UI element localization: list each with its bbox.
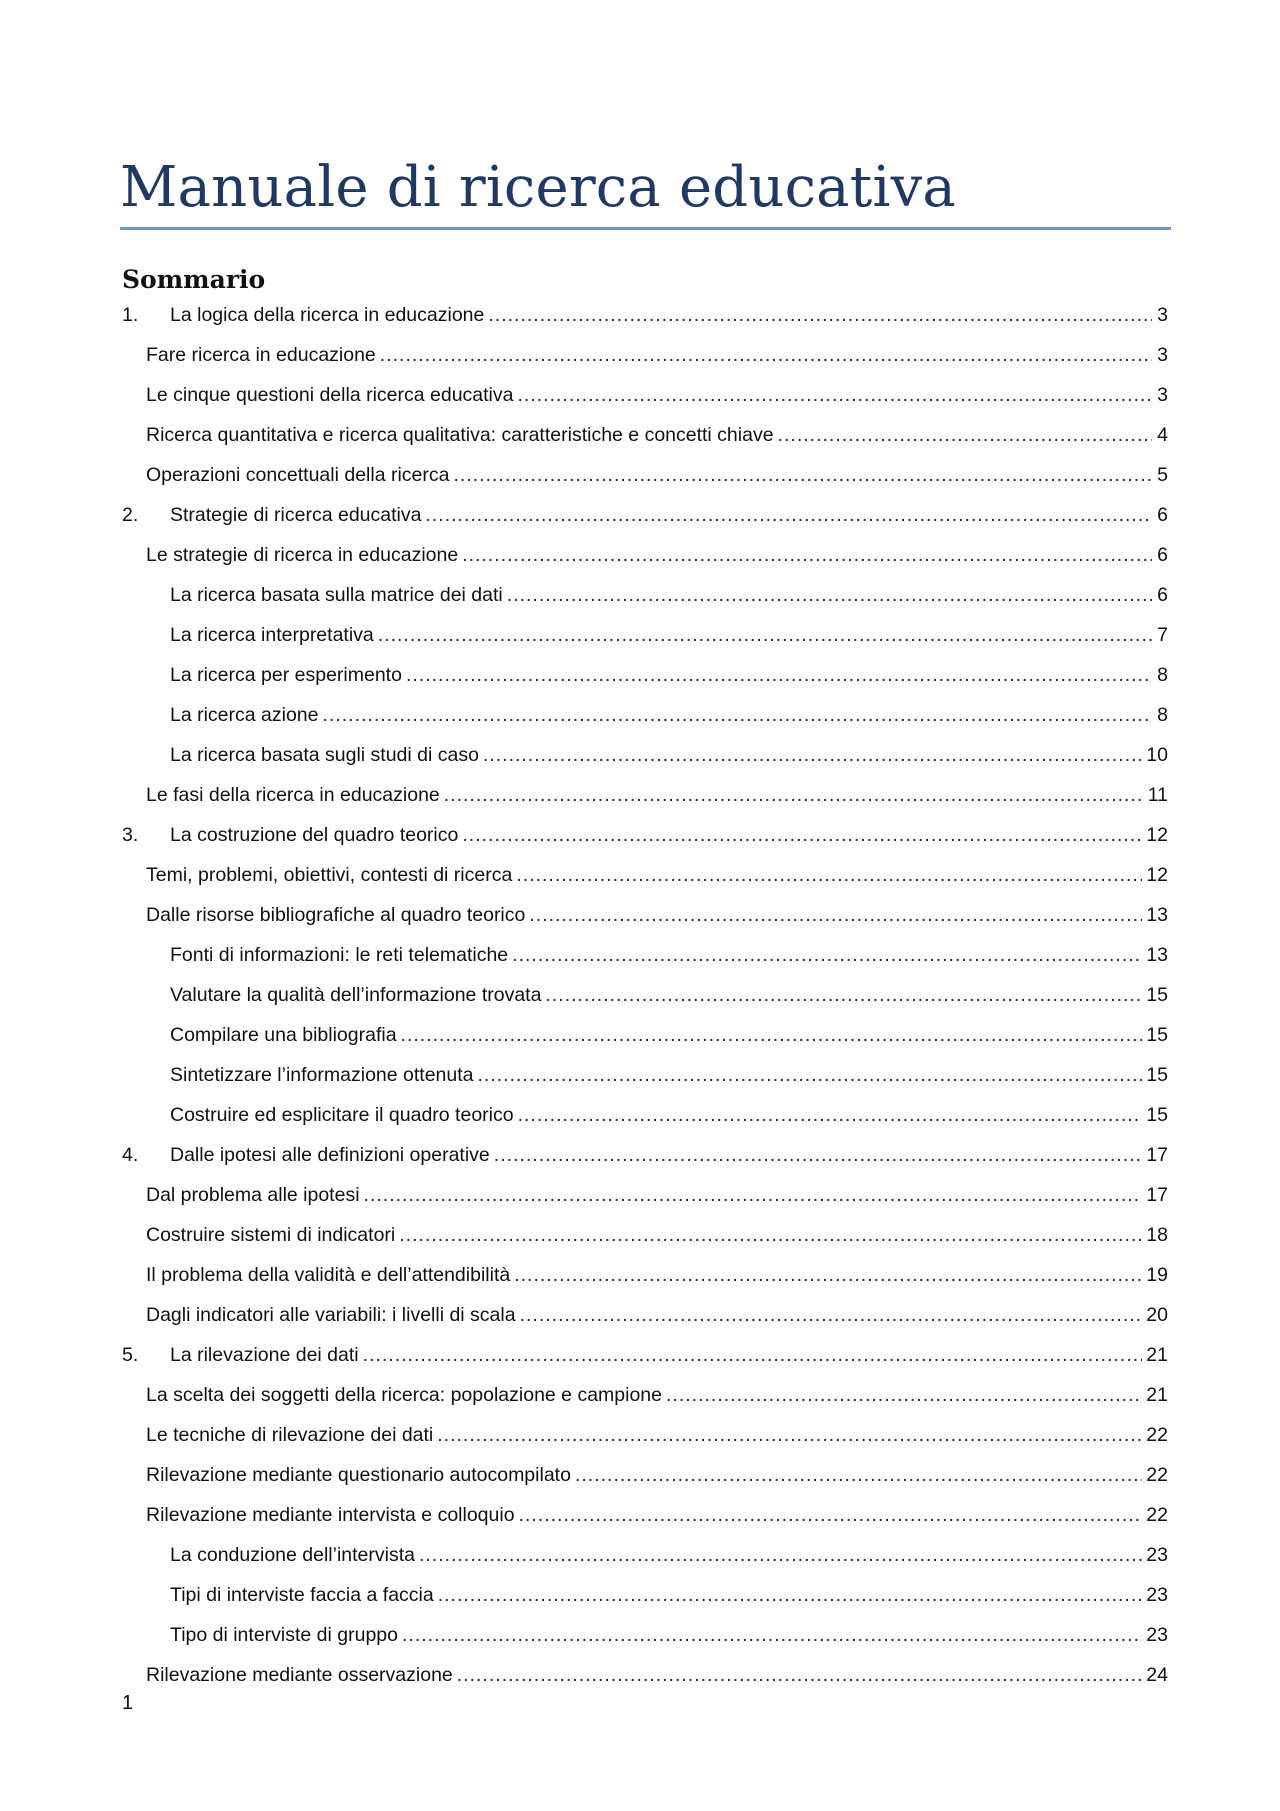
toc-dot-leader — [399, 1215, 1142, 1255]
toc-entry-title: La rilevazione dei dati — [170, 1344, 359, 1366]
toc-entry-title: Sintetizzare l’informazione ottenuta — [170, 1064, 474, 1086]
toc-entry-page: 13 — [1146, 904, 1168, 926]
toc-entry-page: 17 — [1146, 1144, 1168, 1166]
toc-entry[interactable] — [146, 1295, 1168, 1335]
toc-entry-title: Rilevazione mediante questionario autocompilato — [146, 1464, 571, 1486]
toc-dot-leader — [575, 1455, 1142, 1495]
toc-dot-leader — [529, 895, 1142, 935]
toc-dot-leader — [512, 935, 1142, 975]
toc-entry-page: 19 — [1146, 1264, 1168, 1286]
toc-entry-page: 21 — [1146, 1384, 1168, 1406]
toc-entry[interactable] — [170, 695, 1168, 735]
toc-entry-page: 11 — [1147, 784, 1168, 806]
toc-entry[interactable] — [146, 775, 1168, 815]
page-number: 1 — [122, 1692, 134, 1714]
toc-entry[interactable] — [146, 415, 1168, 455]
toc-entry-page: 15 — [1146, 1064, 1168, 1086]
toc-entry-title: Tipo di interviste di gruppo — [170, 1624, 398, 1646]
toc-entry-title: Ricerca quantitativa e ricerca qualitativa: caratteristiche e concetti chiave — [146, 424, 774, 446]
toc-entry[interactable] — [170, 1575, 1168, 1615]
toc-dot-leader — [380, 335, 1152, 375]
toc-entry[interactable] — [122, 495, 1168, 535]
toc-entry-page: 22 — [1146, 1424, 1168, 1446]
toc-entry[interactable] — [170, 975, 1168, 1015]
toc-entry-title: Le strategie di ricerca in educazione — [146, 544, 459, 566]
toc-entry-page: 3 — [1157, 344, 1168, 366]
toc-dot-leader — [406, 655, 1152, 695]
toc-entry-title: Valutare la qualità dell’informazione trovata — [170, 984, 542, 1006]
toc-entry-page: 24 — [1146, 1664, 1168, 1686]
toc-entry-title: Rilevazione mediante intervista e colloquio — [146, 1504, 515, 1526]
toc-entry-title: Le fasi della ricerca in educazione — [146, 784, 440, 806]
toc-entry[interactable] — [170, 655, 1168, 695]
toc-entry-title: La costruzione del quadro teorico — [170, 824, 459, 846]
toc-entry-title: Rilevazione mediante osservazione — [146, 1664, 453, 1686]
toc-dot-leader — [444, 775, 1144, 815]
toc-entry-title: Costruire ed esplicitare il quadro teorico — [170, 1104, 514, 1126]
toc-entry-title: La ricerca azione — [170, 704, 319, 726]
toc-dot-leader — [437, 1415, 1142, 1455]
toc-dot-leader — [520, 1295, 1143, 1335]
toc-dot-leader — [778, 415, 1152, 455]
toc-entry-page: 21 — [1146, 1344, 1168, 1366]
toc-entry-page: 15 — [1146, 984, 1168, 1006]
toc-entry[interactable] — [170, 615, 1168, 655]
toc-entry-title: Il problema della validità e dell’attendibilità — [146, 1264, 511, 1286]
toc-entry[interactable] — [146, 1375, 1168, 1415]
toc-dot-leader — [323, 695, 1153, 735]
toc-dot-leader — [514, 1255, 1142, 1295]
toc-entry[interactable] — [146, 1415, 1168, 1455]
toc-dot-leader — [494, 1135, 1143, 1175]
toc-entry-page: 3 — [1157, 304, 1168, 326]
toc-entry-title: Compilare una bibliografia — [170, 1024, 397, 1046]
toc-entry[interactable] — [122, 1335, 1168, 1375]
toc-dot-leader — [545, 975, 1142, 1015]
toc-entry[interactable] — [122, 1135, 1168, 1175]
toc-entry-page: 20 — [1146, 1304, 1168, 1326]
toc-entry-page: 12 — [1146, 864, 1168, 886]
toc-dot-leader — [457, 1655, 1143, 1695]
toc-entry-title: Dagli indicatori alle variabili: i livelli di scala — [146, 1304, 516, 1326]
toc-dot-leader — [438, 1575, 1143, 1615]
toc-entry-number: 2. — [122, 504, 139, 526]
toc-entry-number: 3. — [122, 824, 139, 846]
toc-entry[interactable] — [146, 1255, 1168, 1295]
toc-entry-page: 7 — [1157, 624, 1168, 646]
toc-entry[interactable] — [146, 535, 1168, 575]
toc-entry-title: Strategie di ricerca educativa — [170, 504, 422, 526]
toc-entry-page: 6 — [1157, 544, 1168, 566]
toc-entry[interactable] — [146, 1495, 1168, 1535]
toc-entry[interactable] — [146, 855, 1168, 895]
toc-entry-page: 17 — [1146, 1184, 1168, 1206]
toc-dot-leader — [419, 1535, 1142, 1575]
document-title: Manuale di ricerca educativa — [120, 155, 957, 220]
toc-dot-leader — [462, 815, 1142, 855]
toc-entry-title: La ricerca interpretativa — [170, 624, 374, 646]
toc-entry-page: 15 — [1146, 1104, 1168, 1126]
toc-entry-number: 4. — [122, 1144, 139, 1166]
toc-entry[interactable] — [170, 575, 1168, 615]
toc-dot-leader — [425, 495, 1152, 535]
toc-entry-title: La conduzione dell’intervista — [170, 1544, 415, 1566]
toc-dot-leader — [401, 1015, 1143, 1055]
toc-entry-number: 5. — [122, 1344, 139, 1366]
toc-entry-page: 3 — [1157, 384, 1168, 406]
toc-dot-leader — [517, 375, 1152, 415]
toc-entry-page: 10 — [1146, 744, 1168, 766]
toc-entry-title: Fare ricerca in educazione — [146, 344, 376, 366]
toc-entry-title: La logica della ricerca in educazione — [170, 304, 485, 326]
toc-entry[interactable] — [146, 455, 1168, 495]
toc-entry-number: 1. — [122, 304, 139, 326]
toc-dot-leader — [507, 575, 1152, 615]
toc-entry-page: 8 — [1157, 704, 1168, 726]
toc-dot-leader — [462, 535, 1152, 575]
toc-entry-title: Dalle risorse bibliografiche al quadro teorico — [146, 904, 526, 926]
toc-entry-page: 23 — [1146, 1624, 1168, 1646]
toc-dot-leader — [518, 1095, 1143, 1135]
toc-entry[interactable] — [170, 1615, 1168, 1655]
toc-entry[interactable] — [170, 1535, 1168, 1575]
toc-dot-leader — [402, 1615, 1142, 1655]
toc-dot-leader — [516, 855, 1142, 895]
toc-entry-page: 5 — [1157, 464, 1168, 486]
toc-entry-page: 6 — [1157, 584, 1168, 606]
toc-entry-title: Operazioni concettuali della ricerca — [146, 464, 450, 486]
toc-entry[interactable] — [122, 295, 1168, 335]
toc-dot-leader — [519, 1495, 1143, 1535]
toc-entry-page: 6 — [1157, 504, 1168, 526]
toc-entry-title: Temi, problemi, obiettivi, contesti di ricerca — [146, 864, 513, 886]
toc-entry-title: La scelta dei soggetti della ricerca: popolazione e campione — [146, 1384, 662, 1406]
toc-entry-page: 22 — [1146, 1504, 1168, 1526]
toc-entry-page: 15 — [1146, 1024, 1168, 1046]
toc-dot-leader — [488, 295, 1152, 335]
toc-entry-page: 8 — [1157, 664, 1168, 686]
toc-entry[interactable] — [146, 335, 1168, 375]
toc-entry-title: Dalle ipotesi alle definizioni operative — [170, 1144, 490, 1166]
toc-entry-title: Le tecniche di rilevazione dei dati — [146, 1424, 434, 1446]
toc-entry[interactable] — [146, 1655, 1168, 1695]
toc-entry-title: Dal problema alle ipotesi — [146, 1184, 360, 1206]
toc-entry-title: La ricerca basata sulla matrice dei dati — [170, 584, 503, 606]
toc-dot-leader — [378, 615, 1152, 655]
toc-dot-leader — [364, 1175, 1143, 1215]
toc-dot-leader — [478, 1055, 1143, 1095]
toc-entry-page: 18 — [1146, 1224, 1168, 1246]
toc-entry[interactable] — [122, 815, 1168, 855]
toc-entry[interactable] — [170, 735, 1168, 775]
toc-entry-title: Costruire sistemi di indicatori — [146, 1224, 396, 1246]
title-underline — [120, 227, 1171, 230]
toc-entry[interactable] — [170, 1015, 1168, 1055]
toc-entry-title: Le cinque questioni della ricerca educativa — [146, 384, 514, 406]
toc-entry-title: La ricerca per esperimento — [170, 664, 402, 686]
toc-entry[interactable] — [146, 1175, 1168, 1215]
toc-entry[interactable] — [146, 1215, 1168, 1255]
toc-entry-page: 4 — [1157, 424, 1168, 446]
toc-entry-title: La ricerca basata sugli studi di caso — [170, 744, 479, 766]
toc-entry-title: Fonti di informazioni: le reti telematiche — [170, 944, 509, 966]
toc-entry[interactable] — [170, 935, 1168, 975]
toc-entry[interactable] — [146, 1455, 1168, 1495]
toc-dot-leader — [666, 1375, 1142, 1415]
toc-entry-page: 12 — [1146, 824, 1168, 846]
toc-dot-leader — [363, 1335, 1143, 1375]
toc-entry[interactable] — [170, 1055, 1168, 1095]
toc-entry[interactable] — [146, 375, 1168, 415]
toc-entry[interactable] — [170, 1095, 1168, 1135]
toc-entry[interactable] — [146, 895, 1168, 935]
toc-entry-title: Tipi di interviste faccia a faccia — [170, 1584, 434, 1606]
toc-entry-page: 23 — [1146, 1544, 1168, 1566]
toc-entry-page: 13 — [1146, 944, 1168, 966]
toc-dot-leader — [454, 455, 1153, 495]
toc-dot-leader — [483, 735, 1142, 775]
toc-entry-page: 23 — [1146, 1584, 1168, 1606]
toc-entry-page: 22 — [1146, 1464, 1168, 1486]
toc-heading: Sommario — [122, 265, 266, 294]
